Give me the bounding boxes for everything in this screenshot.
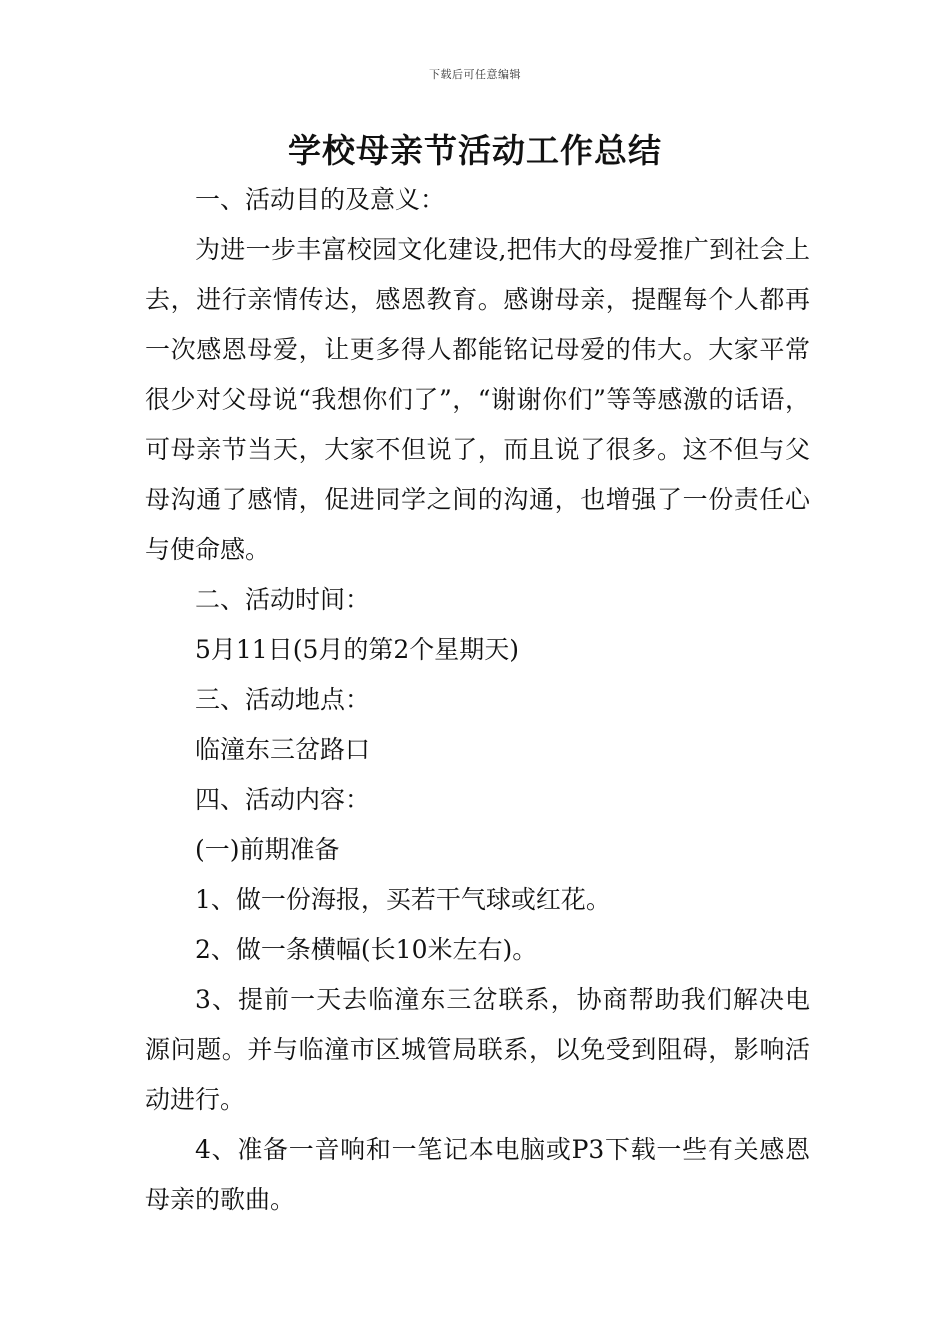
list-item: 1、做一份海报，买若干气球或红花。 [195,885,611,914]
list-item: 3、提前一天去临潼东三岔联系，协商帮助我们解决电源问题。并与临潼市区城管局联系，以免受到阻碍，影响活动进行。 [145,985,810,1114]
document-body [145,175,810,1225]
section-heading-location: 三、活动地点： [195,685,371,714]
list-item: 4、准备一音响和一笔记本电脑或P3下载一些有关感恩母亲的歌曲。 [145,1135,810,1214]
section-heading-time: 二、活动时间： [195,585,371,614]
paragraph-purpose: 为进一步丰富校园文化建设,把伟大的母爱推广到社会上去，进行亲情传达，感恩教育。感谢母亲，提醒每个人都再一次感恩母爱，让更多得人都能铭记母爱的伟大。大家平常很少对父母说“我想你们了”，“谢谢你们”等等感激的话语，可母亲节当天，大家不但说了，而且说了很多。这不但与父母沟通了感情，促进同学之间的沟通，也增强了一份责任心与使命感。 [145,235,810,564]
paragraph-location: 临潼东三岔路口 [195,735,371,764]
section-heading-content: 四、活动内容： [195,785,371,814]
paragraph-time: 5月11日(5月的第2个星期天) [195,635,520,664]
subsection-heading-preparation: (一)前期准备 [195,835,340,864]
page-title: 学校母亲节活动工作总结 [288,131,662,170]
header-note: 下载后可任意编辑 [429,68,521,81]
section-heading-purpose: 一、活动目的及意义： [195,185,446,214]
list-item: 2、做一条横幅(长10米左右)。 [195,935,538,964]
